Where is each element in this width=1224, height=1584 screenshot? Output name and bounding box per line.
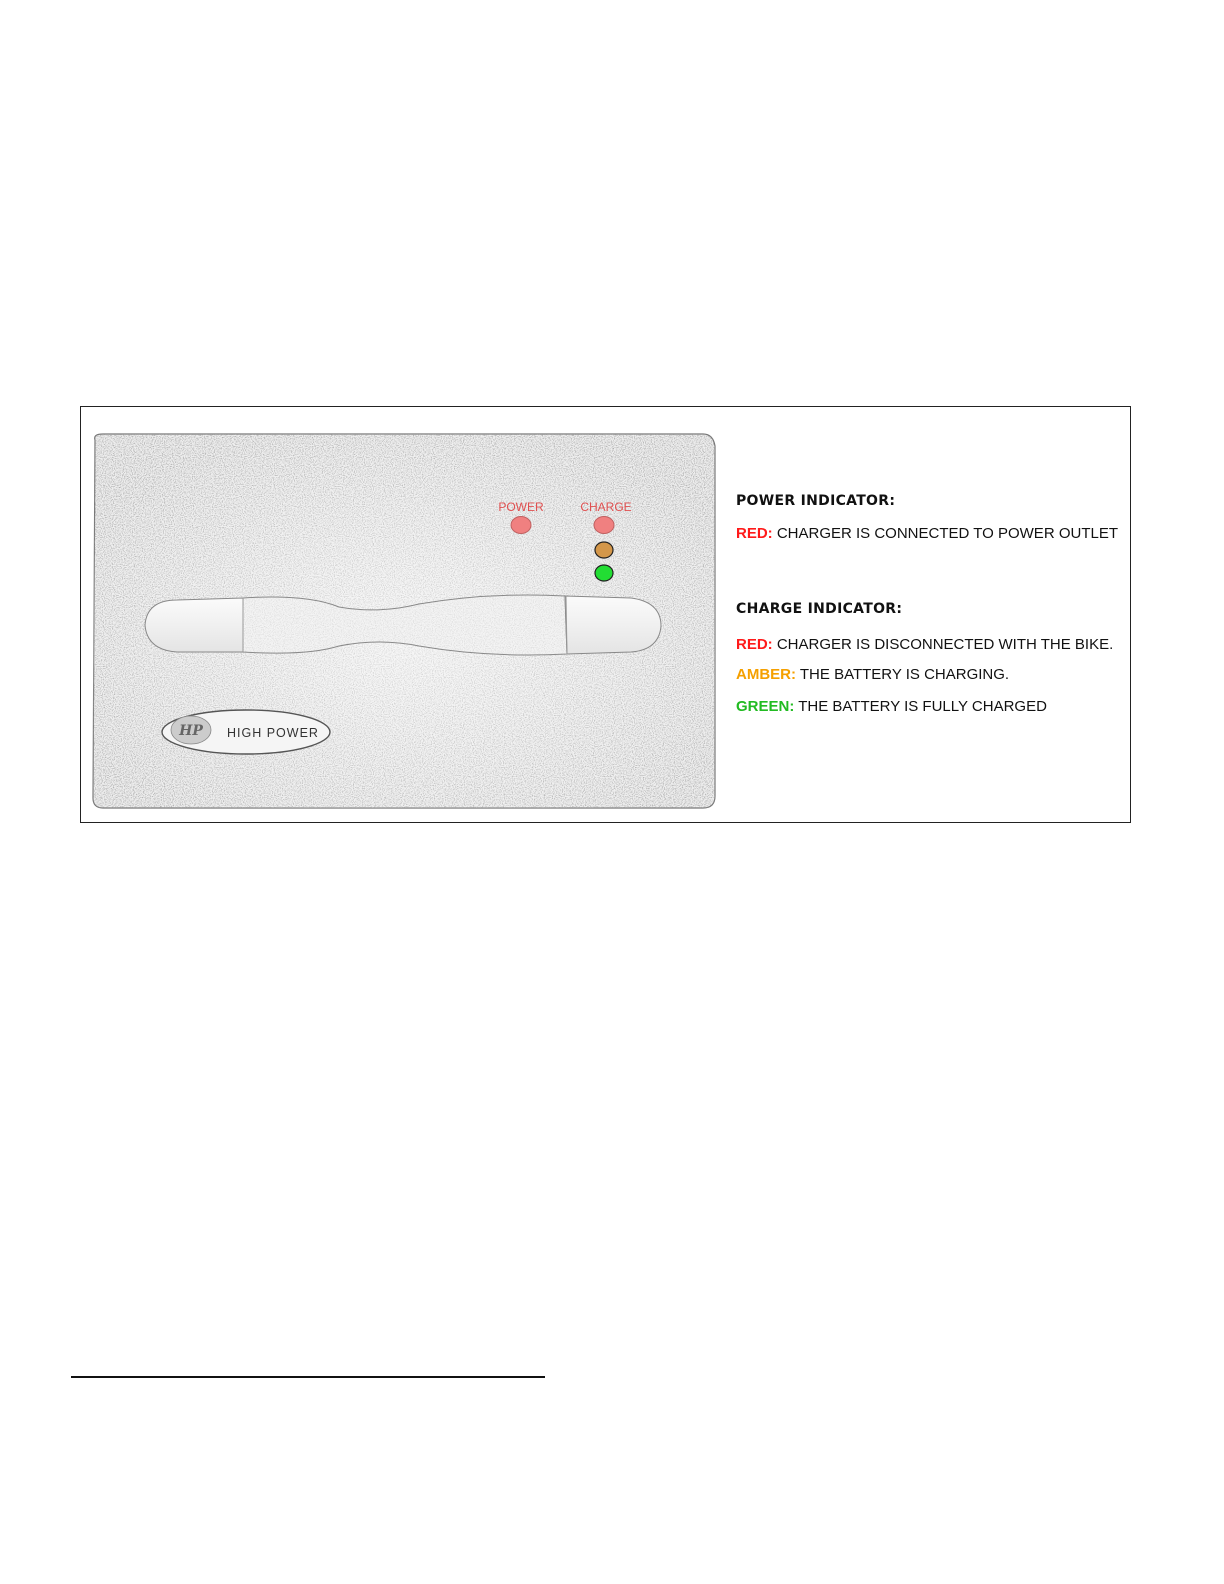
charger-indicator-figure <box>80 406 1131 823</box>
charge-led-amber <box>595 542 613 558</box>
legend-key-amber: AMBER: <box>736 666 796 683</box>
brand-badge <box>162 710 330 754</box>
legend-key-red: RED: <box>736 636 773 653</box>
charge-led-red <box>594 517 614 534</box>
brand-name: HIGH POWER <box>227 726 319 740</box>
charge-indicator-heading: CHARGE INDICATOR: <box>736 601 903 617</box>
legend-key-red: RED: <box>736 525 773 542</box>
power-indicator-red-line <box>736 525 1118 542</box>
charge-indicator-amber-line <box>736 666 1009 683</box>
power-led-red <box>511 517 531 534</box>
legend-text: CHARGER IS CONNECTED TO POWER OUTLET <box>772 525 1118 542</box>
power-indicator-heading: POWER INDICATOR: <box>736 493 896 509</box>
legend-text: THE BATTERY IS CHARGING. <box>796 666 1010 683</box>
legend-text: CHARGER IS DISCONNECTED WITH THE BIKE. <box>772 636 1114 653</box>
footnote-separator <box>71 1376 545 1378</box>
charge-led-green <box>595 565 613 581</box>
charge-led-label: CHARGE <box>580 500 632 514</box>
charge-indicator-green-line <box>736 698 1047 715</box>
power-led-label: POWER <box>498 500 544 514</box>
brand-logo: HP <box>179 723 203 739</box>
charger-illustration <box>89 432 719 812</box>
legend-text: THE BATTERY IS FULLY CHARGED <box>794 698 1047 715</box>
charge-indicator-red-line <box>736 636 1113 653</box>
legend-key-green: GREEN: <box>736 698 795 715</box>
